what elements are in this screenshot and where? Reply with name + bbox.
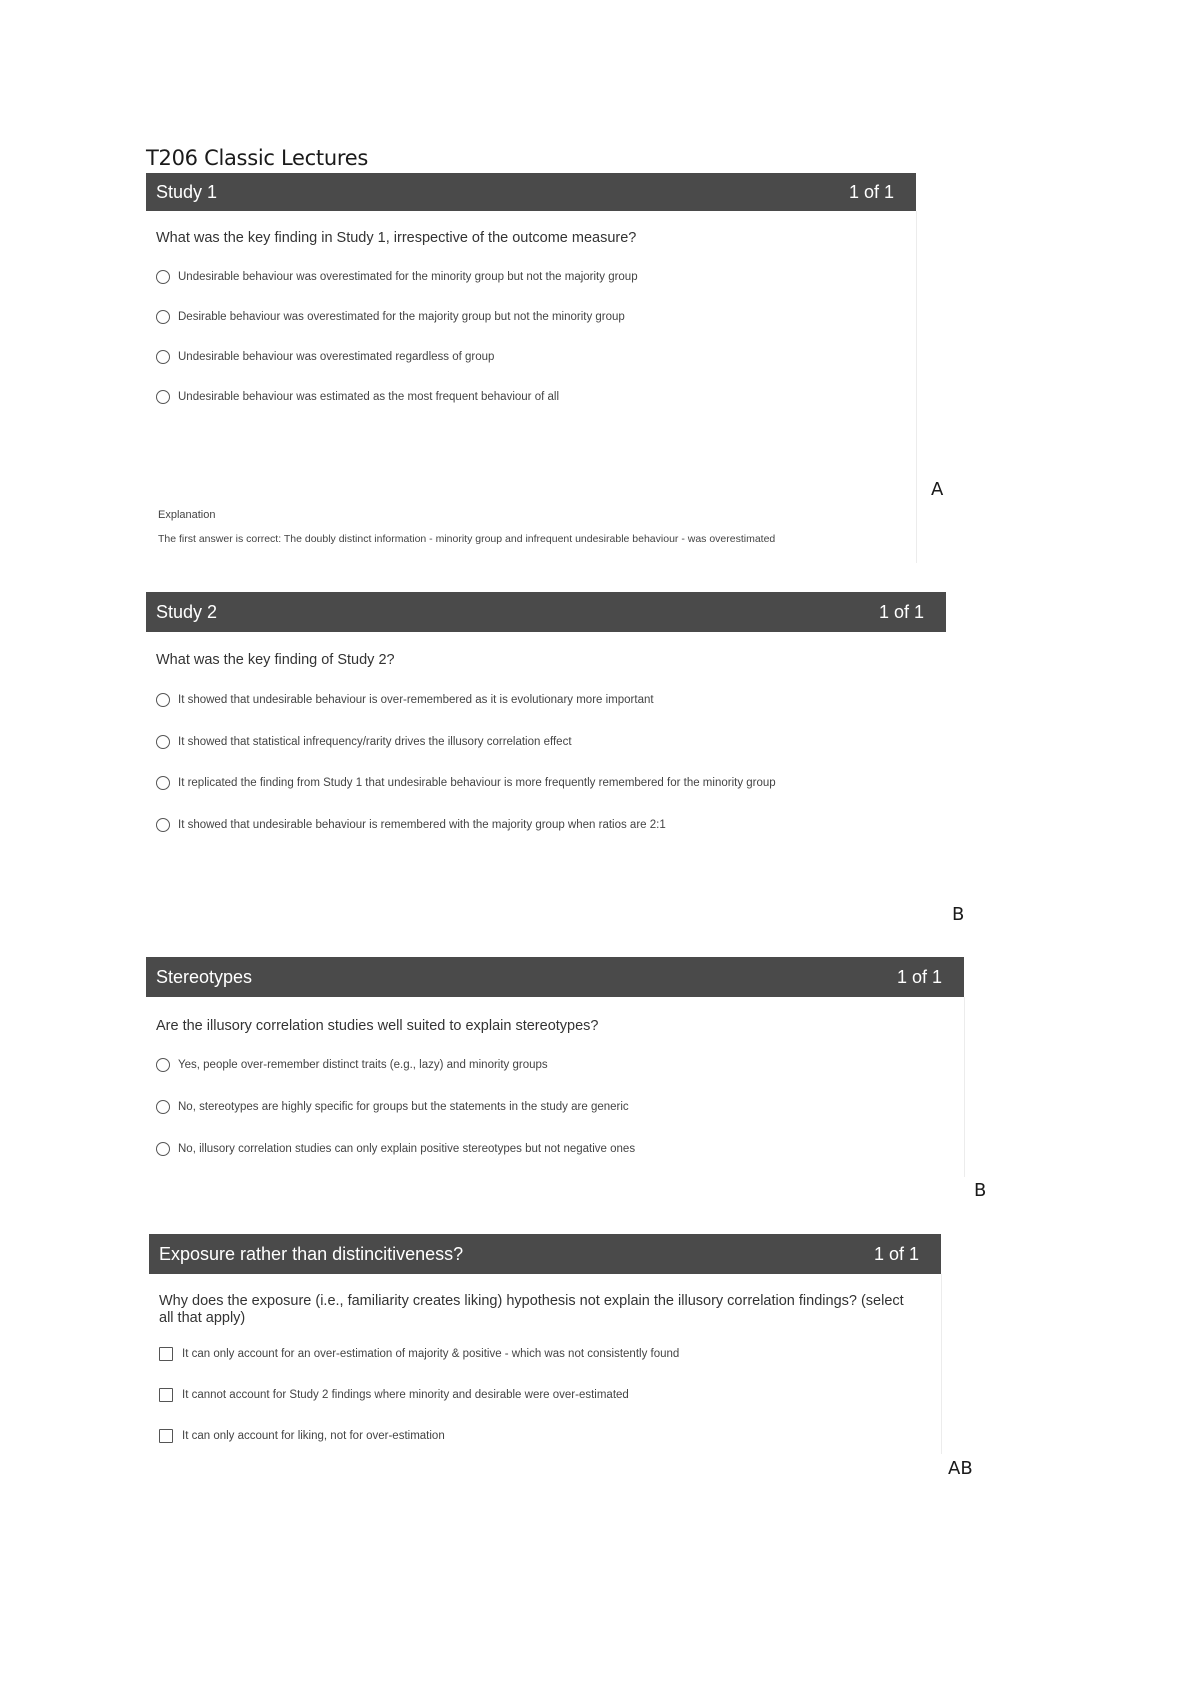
document-title: T206 Classic Lectures: [146, 146, 368, 170]
question-counter: 1 of 1: [873, 1243, 919, 1264]
handwritten-answer: B: [952, 904, 965, 925]
radio-button[interactable]: [156, 310, 170, 324]
card-title: Study 2: [156, 601, 218, 622]
card-header: [146, 173, 916, 211]
radio-button[interactable]: [156, 390, 170, 404]
option-label: Undesirable behaviour was estimated as the most frequent behaviour of all: [178, 391, 559, 403]
card-header: [149, 1234, 941, 1274]
checkbox[interactable]: [159, 1388, 173, 1402]
card-header: [146, 957, 964, 997]
option-label: Undesirable behaviour was overestimated regardless of group: [178, 351, 495, 363]
radio-button[interactable]: [156, 270, 170, 284]
option-label: Yes, people over-remember distinct traits (e.g., lazy) and minority groups: [178, 1059, 548, 1071]
radio-button[interactable]: [156, 693, 170, 707]
handwritten-answer: AB: [948, 1458, 973, 1479]
checkbox[interactable]: [159, 1429, 173, 1443]
option-label: It replicated the finding from Study 1 that undesirable behaviour is more frequently remembered for the minority group: [178, 777, 776, 789]
card-body: [146, 211, 917, 563]
explanation-text: The first answer is correct: The doubly distinct information - minority group and infrequent undesirable behaviour - was overestimated: [158, 533, 776, 545]
answer-option[interactable]: [159, 1388, 629, 1402]
card-title: Exposure rather than distincitiveness?: [159, 1243, 464, 1264]
answer-option[interactable]: [156, 693, 654, 707]
radio-button[interactable]: [156, 1142, 170, 1156]
option-label: It showed that undesirable behaviour is over-remembered as it is evolutionary more important: [178, 694, 654, 706]
radio-button[interactable]: [156, 818, 170, 832]
option-label: Undesirable behaviour was overestimated for the minority group but not the majority group: [178, 271, 638, 283]
radio-button[interactable]: [156, 1100, 170, 1114]
question-counter: 1 of 1: [878, 601, 924, 622]
answer-option[interactable]: [156, 1142, 635, 1156]
quiz-card-study-2: [146, 592, 946, 862]
question-counter: 1 of 1: [896, 966, 942, 987]
handwritten-answer: A: [931, 479, 944, 500]
answer-option[interactable]: [159, 1347, 679, 1361]
option-label: It showed that undesirable behaviour is remembered with the majority group when ratios are 2:1: [178, 819, 666, 831]
answer-option[interactable]: [156, 1058, 548, 1072]
card-title: Study 1: [156, 181, 218, 202]
handwritten-answer: B: [974, 1180, 987, 1201]
option-label: It can only account for an over-estimation of majority & positive - which was not consistently found: [182, 1348, 680, 1360]
explanation-label: Explanation: [158, 509, 216, 521]
radio-button[interactable]: [156, 1058, 170, 1072]
question-text: Why does the exposure (i.e., familiarity creates liking) hypothesis not explain the illusory correlation findings? (select all that apply): [159, 1293, 904, 1326]
answer-option[interactable]: [156, 310, 625, 324]
answer-option[interactable]: [159, 1429, 445, 1443]
option-label: It showed that statistical infrequency/rarity drives the illusory correlation effect: [178, 736, 572, 748]
question-text: What was the key finding of Study 2?: [156, 652, 395, 668]
answer-option[interactable]: [156, 350, 494, 364]
quiz-card-stereotypes: [146, 957, 964, 1177]
quiz-card-study-1: [146, 173, 916, 563]
answer-option[interactable]: [156, 1100, 629, 1114]
checkbox[interactable]: [159, 1347, 173, 1361]
question-text: Are the illusory correlation studies well suited to explain stereotypes?: [156, 1018, 599, 1034]
card-header: [146, 592, 946, 632]
option-label: No, stereotypes are highly specific for groups but the statements in the study are generic: [178, 1101, 629, 1113]
answer-option[interactable]: [156, 390, 559, 404]
option-label: It cannot account for Study 2 findings where minority and desirable were over-estimated: [182, 1389, 629, 1401]
question-text: What was the key finding in Study 1, irrespective of the outcome measure?: [156, 230, 637, 246]
answer-option[interactable]: [156, 270, 638, 284]
radio-button[interactable]: [156, 350, 170, 364]
answer-option[interactable]: [156, 735, 572, 749]
answer-option[interactable]: [156, 818, 666, 832]
quiz-card-exposure: [149, 1234, 941, 1454]
option-label: Desirable behaviour was overestimated for the majority group but not the minority group: [178, 311, 625, 323]
option-label: It can only account for liking, not for over-estimation: [182, 1430, 445, 1442]
option-label: No, illusory correlation studies can only explain positive stereotypes but not negative ones: [178, 1143, 636, 1155]
answer-option[interactable]: [156, 776, 776, 790]
radio-button[interactable]: [156, 735, 170, 749]
radio-button[interactable]: [156, 776, 170, 790]
card-title: Stereotypes: [156, 966, 253, 987]
question-counter: 1 of 1: [848, 181, 894, 202]
